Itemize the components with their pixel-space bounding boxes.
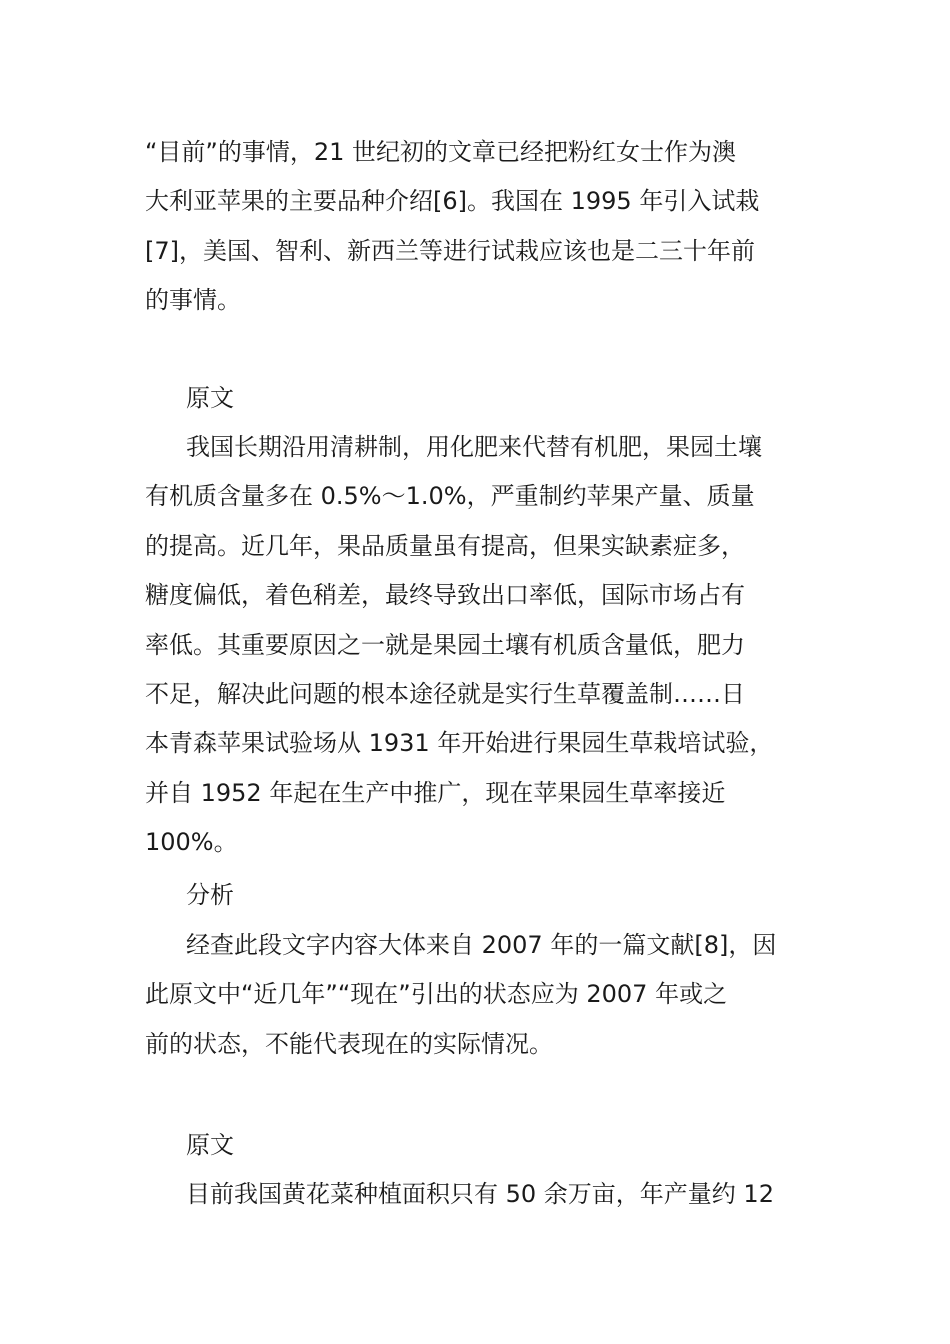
text-line: [7]，美国、智利、新西兰等进行试栽应该也是二三十年前 [145,236,755,265]
paragraph-intro-continuation [145,128,810,326]
text-line: 目前我国黄花菜种植面积只有 50 余万亩，年产量约 12 [186,1180,774,1208]
text-line: 并自 1952 年起在生产中推广，现在苹果园生草率接近 [145,778,726,807]
text-line: 的事情。 [145,286,241,315]
text-line: 100%。 [145,828,238,857]
text-line: “目前”的事情，21 世纪初的文章已经把粉红女士作为澳 [145,138,737,166]
paragraph-analysis [145,921,810,1069]
text-line: 率低。其重要原因之一就是果园土壤有机质含量低，肥力 [145,630,745,659]
section-heading-analysis: 分析 [186,881,234,909]
text-line: 前的状态，不能代表现在的实际情况。 [145,1029,553,1058]
section-heading-original-text-2: 原文 [186,1131,234,1159]
section-heading-original-text: 原文 [186,384,234,412]
text-line: 此原文中“近几年”“现在”引出的状态应为 2007 年或之 [145,980,728,1009]
text-line: 的提高。近几年，果品质量虽有提高，但果实缺素症多， [145,531,745,560]
paragraph-original-orchard [145,423,810,868]
text-line: 糖度偏低，着色稍差，最终导致出口率低，国际市场占有 [145,581,745,610]
text-line: 有机质含量多在 0.5%～1.0%，严重制约苹果产量、质量 [145,482,755,511]
text-line: 经查此段文字内容大体来自 2007 年的一篇文献[8]，因 [186,931,777,959]
text-line: 本青森苹果试验场从 1931 年开始进行果园生草栽培试验， [145,729,774,758]
text-line: 大利亚苹果的主要品种介绍[6]。我国在 1995 年引入试栽 [145,187,760,216]
paragraph-original-daylily [145,1170,810,1219]
text-line: 不足，解决此问题的根本途径就是实行生草覆盖制……日 [145,679,745,708]
text-line: 我国长期沿用清耕制，用化肥来代替有机肥，果园土壤 [186,433,762,461]
